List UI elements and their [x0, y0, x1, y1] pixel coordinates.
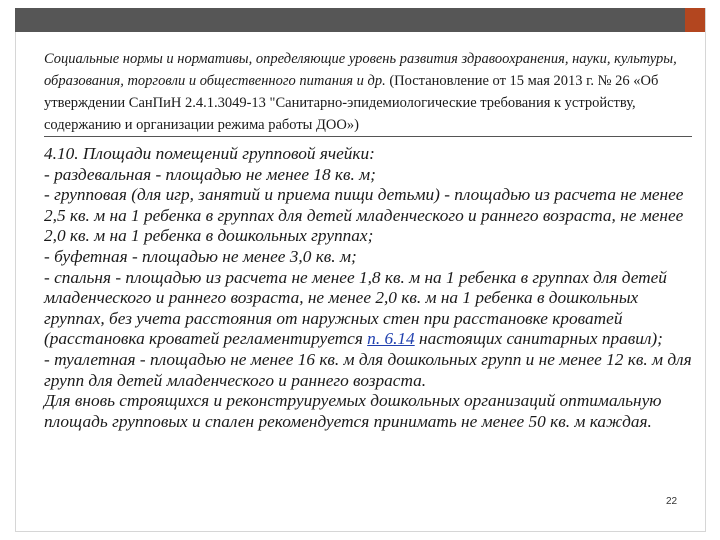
header-divider: [44, 136, 692, 137]
section-heading: 4.10. Площади помещений групповой ячейки:: [44, 144, 375, 163]
list-item-pantry: - буфетная - площадью не менее 3,0 кв. м;: [44, 246, 357, 266]
slide-top-bar: [15, 8, 705, 32]
list-item-group-room: - групповая (для игр, занятий и приема пищи детьми) - площадью из расчета не менее 2,5 кв. м на 1 ребенка в группах для детей младенческого и раннего возраста, не менее 2,0 кв. м на 1 ребенка в дошкольных группах;: [44, 185, 684, 246]
list-item-toilet: - туалетная - площадью не менее 16 кв. м для дошкольных групп и не менее 12 кв. м для групп для детей младенческого и раннего возраста.: [44, 349, 692, 390]
list-item-cloakroom: - раздевальная - площадью не менее 18 кв. м;: [44, 164, 376, 184]
slide-header: [44, 48, 684, 136]
recommendation-text: Для вновь строящихся и реконструируемых дошкольных организаций оптимальную площадь групповых и спален рекомендуется принимать не менее 50 кв. м каждая.: [44, 391, 662, 431]
list-item-bedroom: [44, 268, 694, 350]
bedroom-text-end: настоящих санитарных правил);: [414, 329, 663, 349]
slide-body: [44, 144, 694, 432]
slide-corner-accent: [685, 8, 705, 32]
rule-reference-link[interactable]: п. 6.14: [367, 329, 415, 349]
bedroom-text: - спальня - площадью из расчета не менее 1,8 кв. м на 1 ребенка в группах для детей младенческого и раннего возраста, не менее 2,0 кв. м на 1 ребенка в дошкольных группах, без учета расстояния от наружных стен при расстановке кроватей (расстановка кроватей регламентируется: [44, 267, 667, 349]
header-italic-text: Социальные нормы и нормативы, определяющие уровень развития здравоохранения, науки, культуры, образования, торговли и общественного питания и др.: [44, 51, 677, 89]
header-regulation-text: (Постановление от 15 мая 2013 г. № 26 «Об утверждении СанПиН 2.4.1.3049-13 "Санитарно-эпидемиологические требования к устройству, содержанию и организации режима работы ДОО»): [44, 73, 659, 133]
page-number: 22: [666, 496, 678, 507]
